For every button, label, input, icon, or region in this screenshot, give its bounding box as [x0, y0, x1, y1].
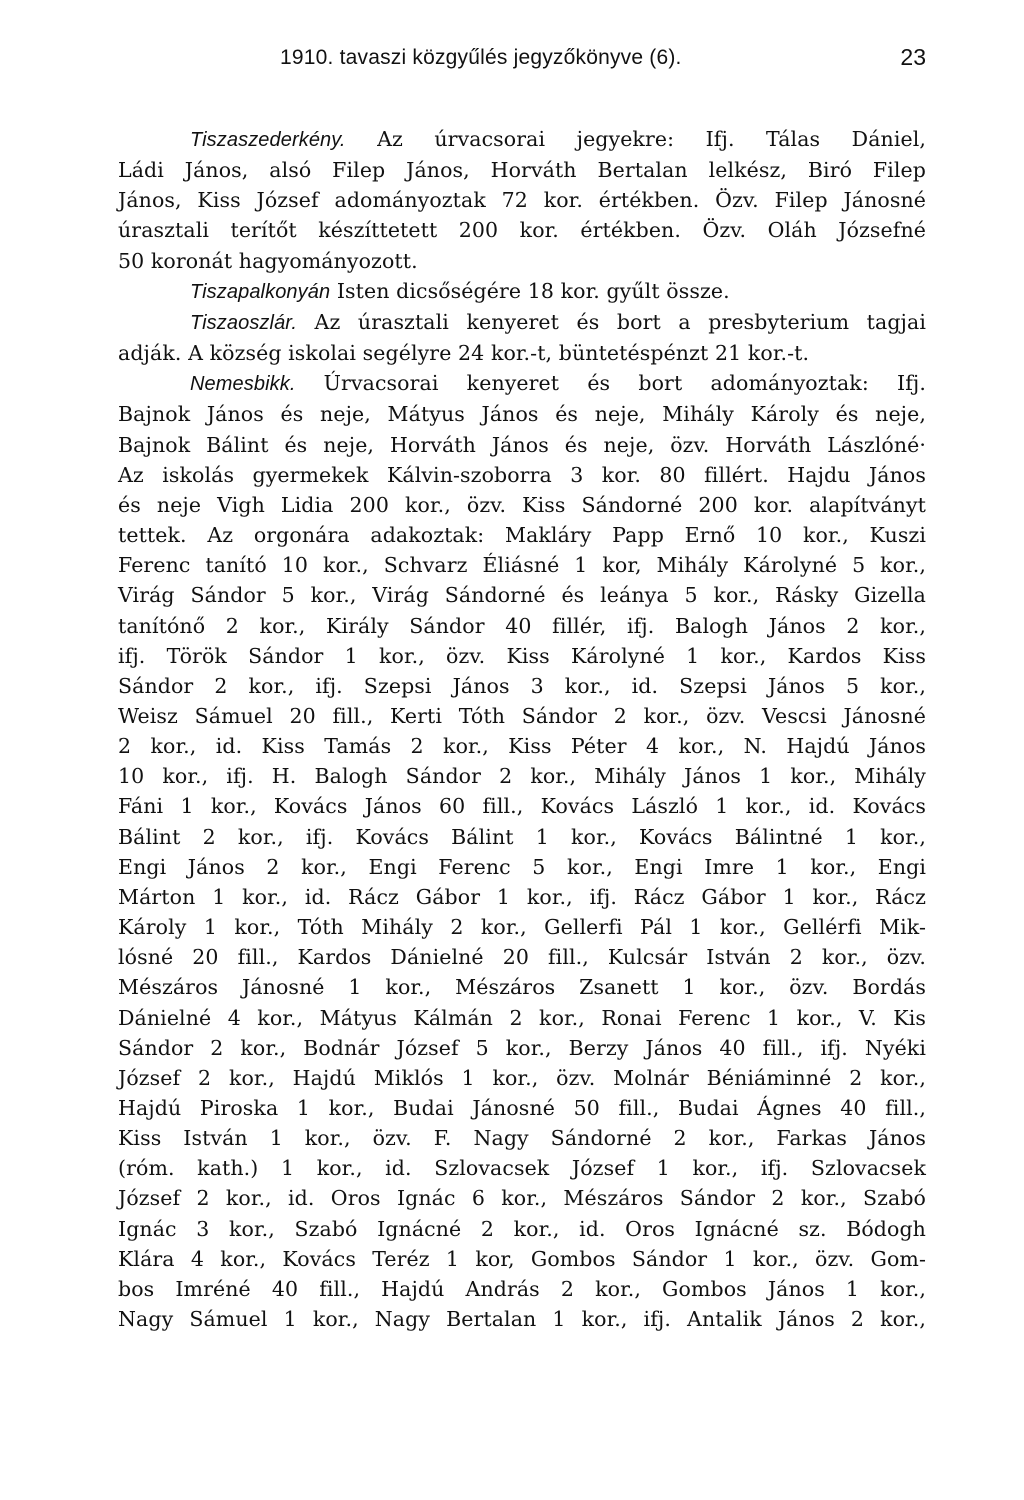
text-line: ifj. Török Sándor 1 kor., özv. Kiss Károlyné 1 kor., Kardos Kiss	[118, 643, 926, 668]
place-name: Nemesbikk.	[190, 373, 296, 396]
text-line: Weisz Sámuel 20 fill., Kerti Tóth Sándor 2 kor., özv. Vescsi Jánosné	[118, 703, 926, 728]
text-line: József 2 kor., id. Oros Ignác 6 kor., Mészáros Sándor 2 kor., Szabó	[118, 1186, 926, 1211]
text-line: 50 koronát hagyományozott.	[118, 248, 418, 273]
text-line: Sándor 2 kor., Bodnár József 5 kor., Berzy János 40 fill., ifj. Nyéki	[118, 1035, 926, 1060]
text-line: adják. A község iskolai segélyre 24 kor.-t, büntetéspénzt 21 kor.-t.	[118, 341, 810, 366]
text-line: János, Kiss József adományoztak 72 kor. értékben. Özv. Filep Jánosné	[118, 188, 926, 213]
text-line: bos Imréné 40 fill., Hajdú András 2 kor., Gombos János 1 kor.,	[118, 1276, 926, 1301]
line-text: Az úrvacsorai jegyekre: Ifj. Tálas Dániel,	[345, 127, 926, 151]
document-page	[118, 40, 926, 1334]
text-line: Ferenc tanító 10 kor., Schvarz Éliásné 1 kor, Mihály Károlyné 5 kor.,	[118, 553, 926, 578]
place-name: Tiszaszederkény.	[190, 129, 346, 151]
line-text: Úrvacsorai kenyeret és bort adományoztak: Ifj.	[295, 371, 926, 396]
text-line: 2 kor., id. Kiss Tamás 2 kor., Kiss Péter 4 kor., N. Hajdú János	[118, 734, 926, 759]
running-title: 1910. tavaszi közgyűlés jegyzőkönyve (6).	[280, 46, 682, 69]
text-line: és neje Vigh Lidia 200 kor., özv. Kiss Sándorné 200 kor. alapítványt	[118, 492, 926, 517]
text-line	[118, 368, 926, 399]
text-line: Bajnok János és neje, Mátyus János és neje, Mihály Károly és neje,	[118, 402, 926, 427]
text-line: Fáni 1 kor., Kovács János 60 fill., Kovács László 1 kor., id. Kovács	[118, 794, 926, 819]
paragraph-tiszapalkonya	[118, 276, 926, 307]
line-text: Az úrasztali kenyeret és bort a presbyterium tagjai	[296, 309, 926, 334]
paragraph-nemesbikk	[118, 368, 926, 1334]
text-line: Klára 4 kor., Kovács Teréz 1 kor, Gombos Sándor 1 kor., özv. Gom-	[118, 1246, 926, 1271]
page-number: 23	[900, 44, 926, 70]
text-line: Az iskolás gyermekek Kálvin-szoborra 3 kor. 80 fillért. Hajdu János	[118, 462, 926, 487]
text-line: Bálint 2 kor., ifj. Kovács Bálint 1 kor., Kovács Bálintné 1 kor.,	[118, 824, 926, 849]
place-name: Tiszapalkonyán	[190, 280, 331, 303]
text-line: Nagy Sámuel 1 kor., Nagy Bertalan 1 kor., ifj. Antalik János 2 kor.,	[118, 1307, 926, 1332]
text-line: tanítónő 2 kor., Király Sándor 40 fillér, ifj. Balogh János 2 kor.,	[118, 613, 926, 638]
text-line: úrasztali terítőt készíttetett 200 kor. értékben. Özv. Oláh Józsefné	[118, 218, 926, 243]
running-header	[118, 40, 926, 80]
text-line: Kiss István 1 kor., özv. F. Nagy Sándorné 2 kor., Farkas János	[118, 1126, 926, 1151]
text-line: 10 kor., ifj. H. Balogh Sándor 2 kor., Mihály János 1 kor., Mihály	[118, 764, 926, 789]
text-line: (róm. kath.) 1 kor., id. Szlovacsek József 1 kor., ifj. Szlovacsek	[118, 1156, 926, 1181]
text-line: Virág Sándor 5 kor., Virág Sándorné és leánya 5 kor., Rásky Gizella	[118, 583, 926, 608]
text-line: Engi János 2 kor., Engi Ferenc 5 kor., Engi Imre 1 kor., Engi	[118, 854, 926, 879]
text-line: Bajnok Bálint és neje, Horváth János és neje, özv. Horváth Lászlóné·	[118, 432, 926, 457]
text-line: lósné 20 fill., Kardos Dánielné 20 fill., Kulcsár István 2 kor., özv.	[118, 945, 926, 970]
text-line: Hajdú Piroska 1 kor., Budai Jánosné 50 fill., Budai Ágnes 40 fill.,	[118, 1096, 926, 1120]
paragraph-tiszaszederkeny	[118, 124, 926, 276]
text-line	[118, 124, 926, 155]
paragraph-tiszaoszlar	[118, 307, 926, 368]
text-line: tettek. Az orgonára adakoztak: Makláry Papp Ernő 10 kor., Kuszi	[118, 523, 926, 548]
text-line: Ignác 3 kor., Szabó Ignácné 2 kor., id. Oros Ignácné sz. Bódogh	[118, 1216, 926, 1241]
text-line: Mészáros Jánosné 1 kor., Mészáros Zsanett 1 kor., özv. Bordás	[118, 975, 926, 1000]
text-line: Dánielné 4 kor., Mátyus Kálmán 2 kor., Ronai Ferenc 1 kor., V. Kis	[118, 1005, 926, 1030]
text-line: Ládi János, alsó Filep János, Horváth Bertalan lelkész, Biró Filep	[118, 158, 926, 183]
text-line: József 2 kor., Hajdú Miklós 1 kor., özv. Molnár Béniáminné 2 kor.,	[118, 1065, 926, 1090]
text-line	[118, 276, 926, 307]
line-text: Isten dicsőségére 18 kor. gyűlt össze.	[330, 278, 730, 303]
body-text	[118, 124, 926, 1334]
text-line: Márton 1 kor., id. Rácz Gábor 1 kor., ifj. Rácz Gábor 1 kor., Rácz	[118, 884, 926, 909]
text-line: Sándor 2 kor., ifj. Szepsi János 3 kor., id. Szepsi János 5 kor.,	[118, 673, 926, 698]
text-line	[118, 307, 926, 338]
place-name: Tiszaoszlár.	[190, 311, 297, 334]
text-line: Károly 1 kor., Tóth Mihály 2 kor., Gellerfi Pál 1 kor., Gellérfi Mik-	[118, 915, 926, 940]
